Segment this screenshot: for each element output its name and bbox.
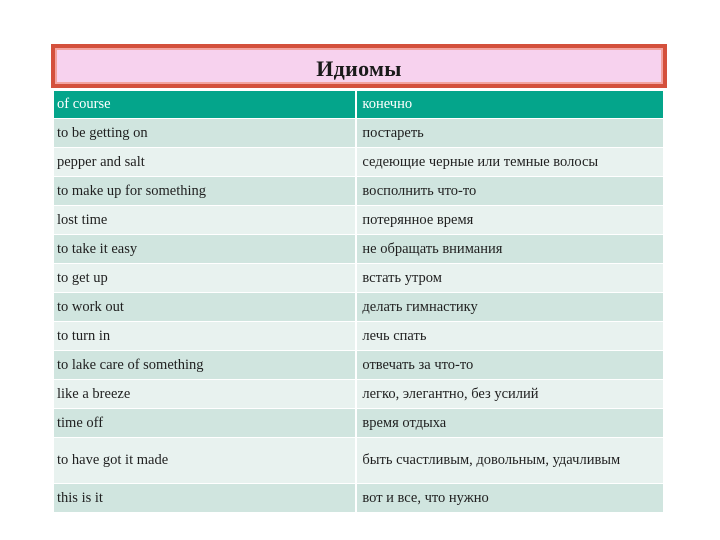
idiom-english: of course	[54, 91, 357, 119]
idiom-russian: постареть	[357, 119, 663, 148]
idiom-english: to have got it made	[54, 438, 357, 484]
idiom-russian: встать утром	[357, 264, 663, 293]
table-row	[54, 380, 663, 409]
table-row	[54, 119, 663, 148]
idiom-english: to turn in	[54, 322, 357, 351]
table-row	[54, 206, 663, 235]
idiom-english: to get up	[54, 264, 357, 293]
idiom-english: pepper and salt	[54, 148, 357, 177]
idioms-table	[54, 91, 663, 513]
idiom-english: like a breeze	[54, 380, 357, 409]
idiom-russian: не обращать внимания	[357, 235, 663, 264]
table-row	[54, 177, 663, 206]
idiom-english: this is it	[54, 484, 357, 513]
idiom-russian: отвечать за что-то	[357, 351, 663, 380]
table-row	[54, 351, 663, 380]
title-banner	[51, 44, 667, 88]
idioms-table-body	[54, 91, 663, 513]
table-row	[54, 91, 663, 119]
idiom-russian: быть счастливым, довольным, удачливым	[357, 438, 663, 484]
table-row	[54, 148, 663, 177]
idiom-english: to work out	[54, 293, 357, 322]
idiom-russian: легко, элегантно, без усилий	[357, 380, 663, 409]
idiom-english: to take it easy	[54, 235, 357, 264]
idiom-russian: лечь спать	[357, 322, 663, 351]
table-row	[54, 293, 663, 322]
page-title: Идиомы	[316, 56, 402, 81]
table-row	[54, 264, 663, 293]
table-row	[54, 484, 663, 513]
idiom-english: to be getting on	[54, 119, 357, 148]
idiom-russian: седеющие черные или темные волосы	[357, 148, 663, 177]
idiom-russian: делать гимнастику	[357, 293, 663, 322]
idiom-russian: восполнить что-то	[357, 177, 663, 206]
idiom-russian: конечно	[357, 91, 663, 119]
idiom-russian: время отдыха	[357, 409, 663, 438]
idiom-english: time off	[54, 409, 357, 438]
idiom-english: to make up for something	[54, 177, 357, 206]
idiom-english: to lake care of something	[54, 351, 357, 380]
table-row	[54, 409, 663, 438]
idiom-english: lost time	[54, 206, 357, 235]
idiom-russian: потерянное время	[357, 206, 663, 235]
table-row	[54, 235, 663, 264]
table-row	[54, 438, 663, 484]
table-row	[54, 322, 663, 351]
idiom-russian: вот и все, что нужно	[357, 484, 663, 513]
